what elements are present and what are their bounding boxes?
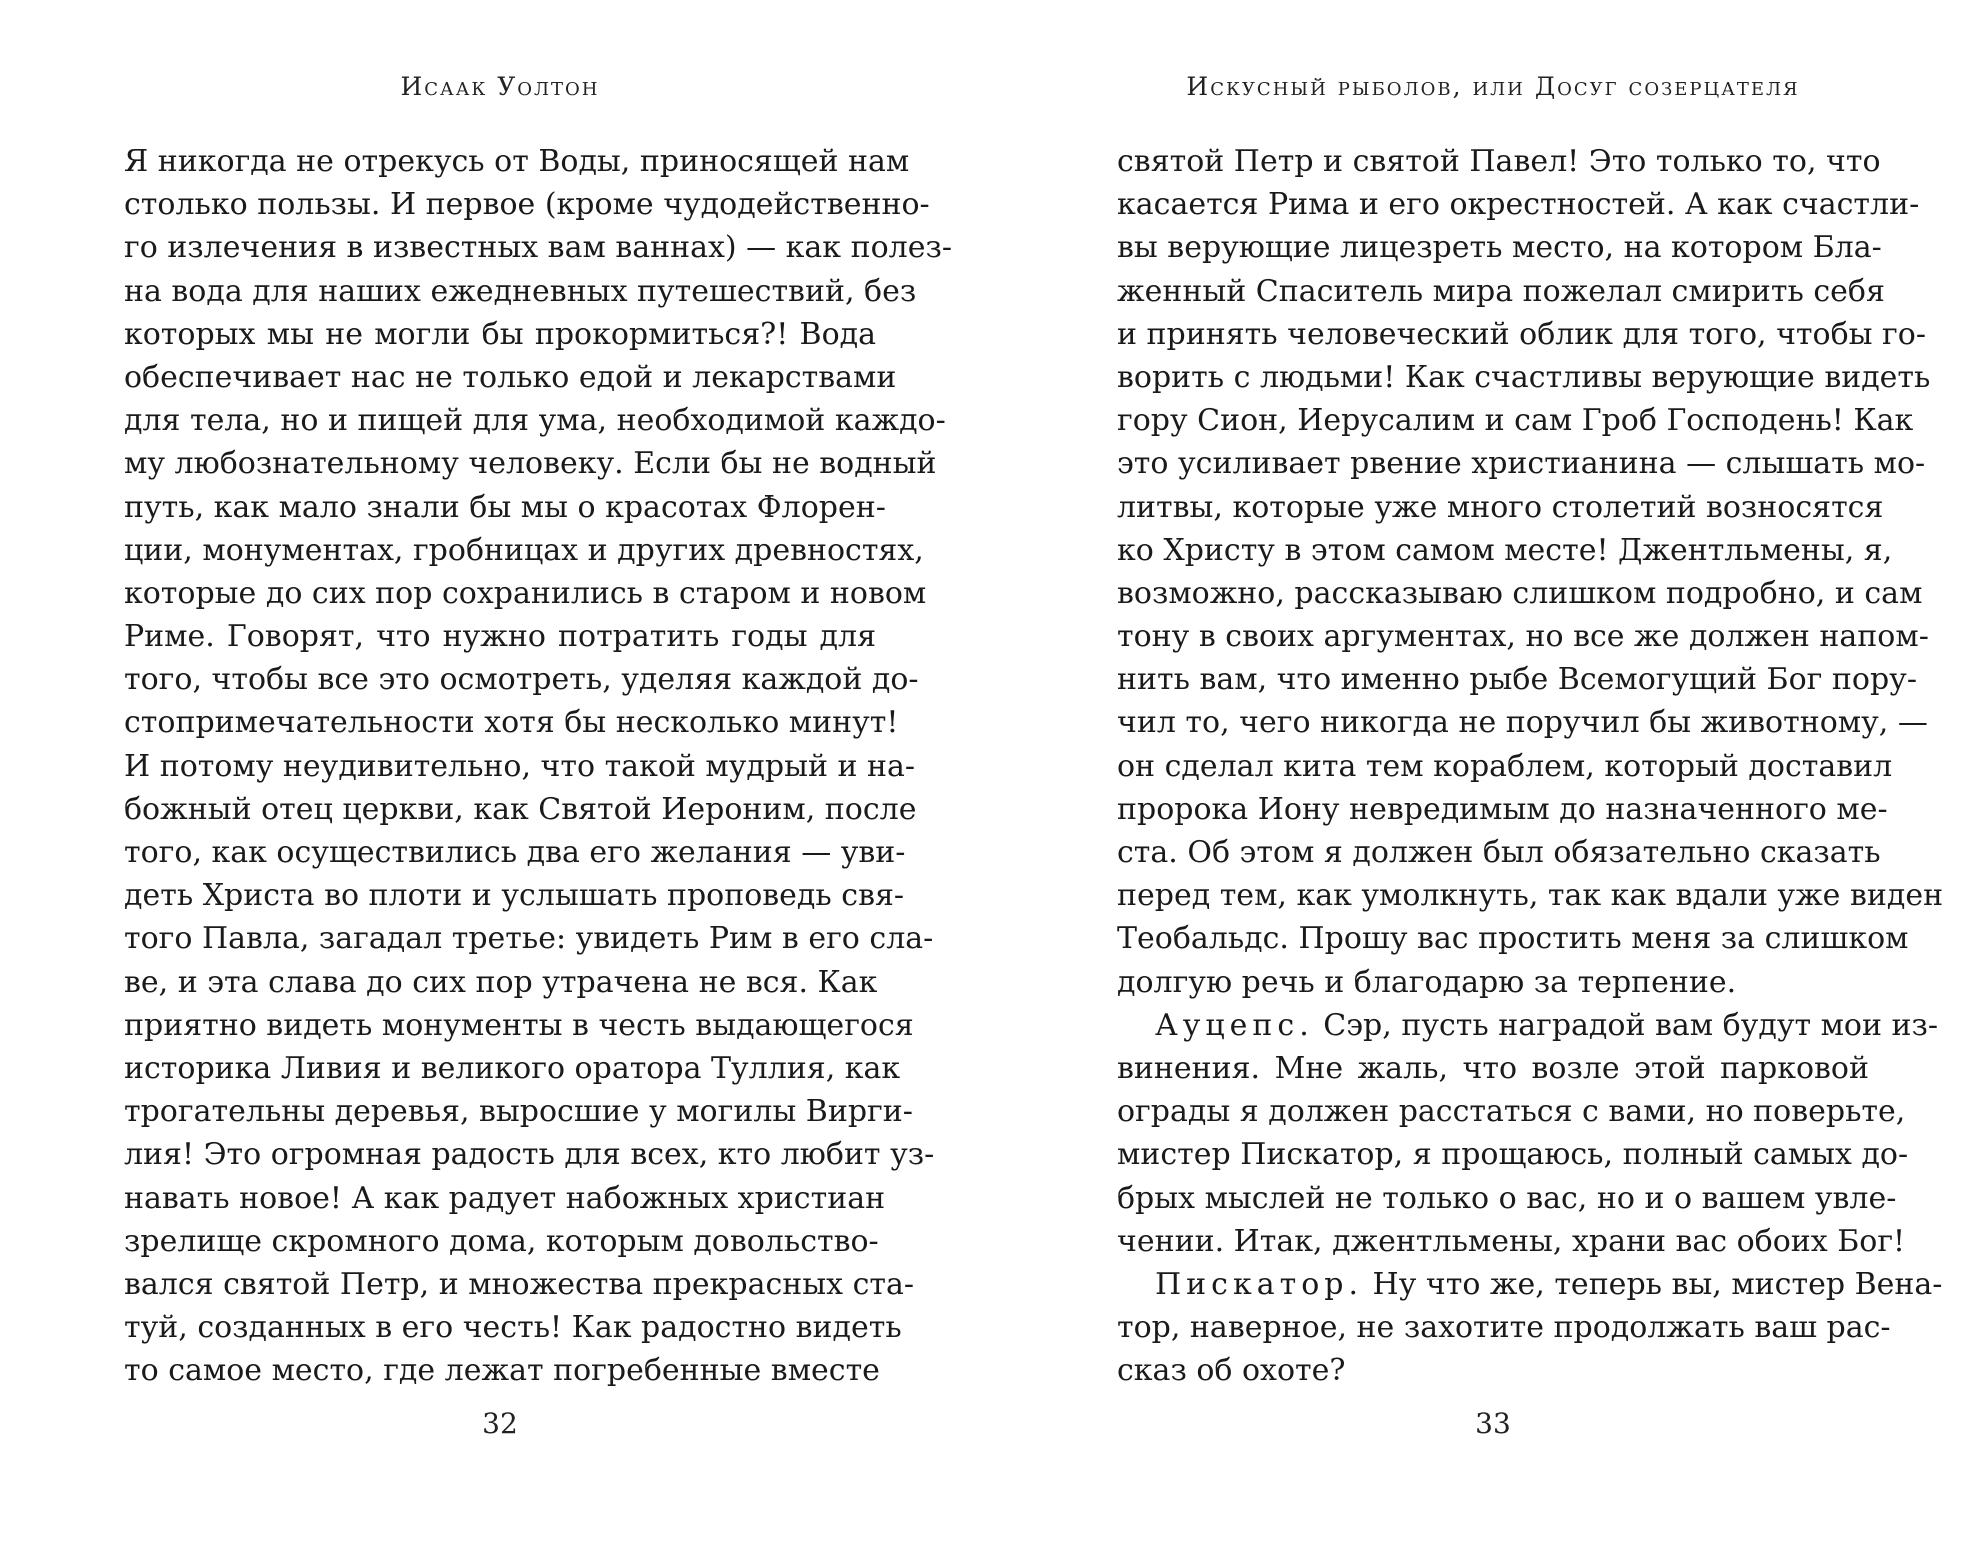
text-line: ограды я должен расстаться с вами, но поверьте, (1117, 1094, 1906, 1130)
text-line: трогательны деревья, выросшие у могилы Вирги- (124, 1094, 913, 1130)
text-line: и принять человеческий облик для того, чтобы го- (1117, 316, 1926, 352)
text-line: на вода для наших ежедневных путешествий, без (124, 273, 917, 309)
speaker-line (1117, 1004, 1939, 1047)
speaker-line-text: Сэр, пусть наградой вам будут мои из- (1313, 1007, 1939, 1043)
text-line: винения. Мне жаль, что возле этой парковой (1117, 1050, 1869, 1086)
text-line: ве, и эта слава до сих пор утрачена не вся. Как (124, 964, 878, 1000)
text-line: того, чтобы все это осмотреть, уделяя каждой до- (124, 662, 919, 698)
text-line: он сделал кита тем кораблем, который доставил (1117, 748, 1893, 784)
text-line: божный отец церкви, как Святой Иероним, после (124, 791, 917, 827)
text-line: возможно, рассказываю слишком подробно, и сам (1117, 575, 1923, 611)
right-page-number: 33 (1475, 1407, 1511, 1440)
text-line: обеспечивает нас не только едой и лекарствами (124, 359, 897, 395)
text-line: мистер Пискатор, я прощаюсь, полный самых до- (1117, 1137, 1909, 1173)
text-line: деть Христа во плоти и услышать проповедь свя- (124, 878, 905, 914)
text-line: литвы, которые уже много столетий возносятся (1117, 489, 1884, 525)
right-page (1117, 0, 1944, 1544)
text-line: чении. Итак, джентльмены, храни вас обоих Бог! (1117, 1223, 1906, 1259)
text-line: ции, монументах, гробницах и других древностях, (124, 532, 924, 568)
text-line: святой Петр и святой Павел! Это только то, что (1117, 144, 1881, 179)
text-line: навать новое! А как радует набожных христиан (124, 1180, 886, 1216)
text-line: Я никогда не отрекусь от Воды, приносящей нам (124, 144, 910, 179)
text-line: перед тем, как умолкнуть, так как вдали уже виден (1117, 878, 1944, 914)
left-page (124, 0, 952, 1544)
text-line: путь, как мало знали бы мы о красотах Флорен- (124, 489, 886, 525)
speaker-name-piscator: Пискатор. (1155, 1266, 1363, 1302)
text-line: му любознательному человеку. Если бы не водный (124, 446, 937, 482)
text-line: гору Сион, Иерусалим и сам Гроб Господень! Как (1117, 403, 1914, 439)
text-line: Теобальдс. Прошу вас простить меня за слишком (1117, 921, 1909, 957)
text-line: то самое место, где лежат погребенные вместе (124, 1353, 880, 1389)
text-line: туй, созданных в его честь! Как радостно видеть (124, 1310, 902, 1346)
text-line: лия! Это огромная радость для всех, кто любит уз- (124, 1137, 935, 1173)
text-line: ко Христу в этом самом месте! Джентльмены, я, (1117, 532, 1893, 568)
text-line: долгую речь и благодарю за терпение. (1117, 964, 1737, 1000)
text-line: касается Рима и его окрестностей. А как счастли- (1117, 187, 1920, 223)
left-body-text (124, 140, 952, 1392)
text-line: вы верующие лицезреть место, на котором Бла- (1117, 230, 1882, 266)
text-line: это усиливает рвение христианина — слышать мо- (1117, 446, 1926, 482)
text-line: зрелище скромного дома, которым довольство- (124, 1223, 879, 1259)
text-line: историка Ливия и великого оратора Туллия, как (124, 1050, 901, 1086)
text-line: Риме. Говорят, что нужно потратить годы для (124, 619, 876, 655)
text-line: того, как осуществились два его желания — уви- (124, 835, 906, 870)
text-line: тону в своих аргументах, но все же должен напом- (1117, 619, 1929, 655)
left-page-number: 32 (482, 1407, 518, 1440)
text-line: которые до сих пор сохранились в старом и новом (124, 575, 927, 611)
text-line: брых мыслей не только о вас, но и о вашем увле- (1117, 1180, 1897, 1216)
speaker-line-text: Ну что же, теперь вы, мистер Вена- (1363, 1266, 1943, 1302)
text-line: ста. Об этом я должен был обязательно сказать (1117, 835, 1881, 870)
speaker-line (1117, 1263, 1943, 1306)
text-line: чил то, чего никогда не поручил бы животному, — (1117, 705, 1928, 741)
text-line: го излечения в известных вам ваннах) — как полез- (124, 230, 952, 266)
text-line: ворить с людьми! Как счастливы верующие видеть (1117, 359, 1931, 395)
text-line: пророка Иону невредимым до назначенного ме- (1117, 791, 1888, 827)
text-line: приятно видеть монументы в честь выдающегося (124, 1007, 914, 1043)
speaker-name-aucepts: Ауцепс. (1155, 1007, 1314, 1043)
text-line: И потому неудивительно, что такой мудрый и на- (124, 748, 916, 784)
text-line: стопримечательности хотя бы несколько минут! (124, 705, 899, 741)
text-line: сказ об охоте? (1117, 1353, 1346, 1389)
text-line: вался святой Петр, и множества прекрасных ста- (124, 1266, 915, 1302)
text-line: для тела, но и пищей для ума, необходимой каждо- (124, 403, 946, 439)
left-running-head: Исаак Уолтон (400, 72, 600, 101)
right-running-head: Искусный рыболов, или Досуг созерцателя (1186, 72, 1800, 101)
text-line: того Павла, загадал третье: увидеть Рим в его сла- (124, 921, 934, 957)
right-body-text (1117, 140, 1944, 1392)
text-line: тор, наверное, не захотите продолжать ваш рас- (1117, 1310, 1891, 1346)
text-line: нить вам, что именно рыбе Всемогущий Бог пору- (1117, 662, 1917, 698)
text-line: столько пользы. И первое (кроме чудодейственно- (124, 187, 930, 223)
text-line: которых мы не могли бы прокормиться?! Вода (124, 316, 876, 352)
text-line: женный Спаситель мира пожелал смирить себя (1117, 273, 1885, 309)
